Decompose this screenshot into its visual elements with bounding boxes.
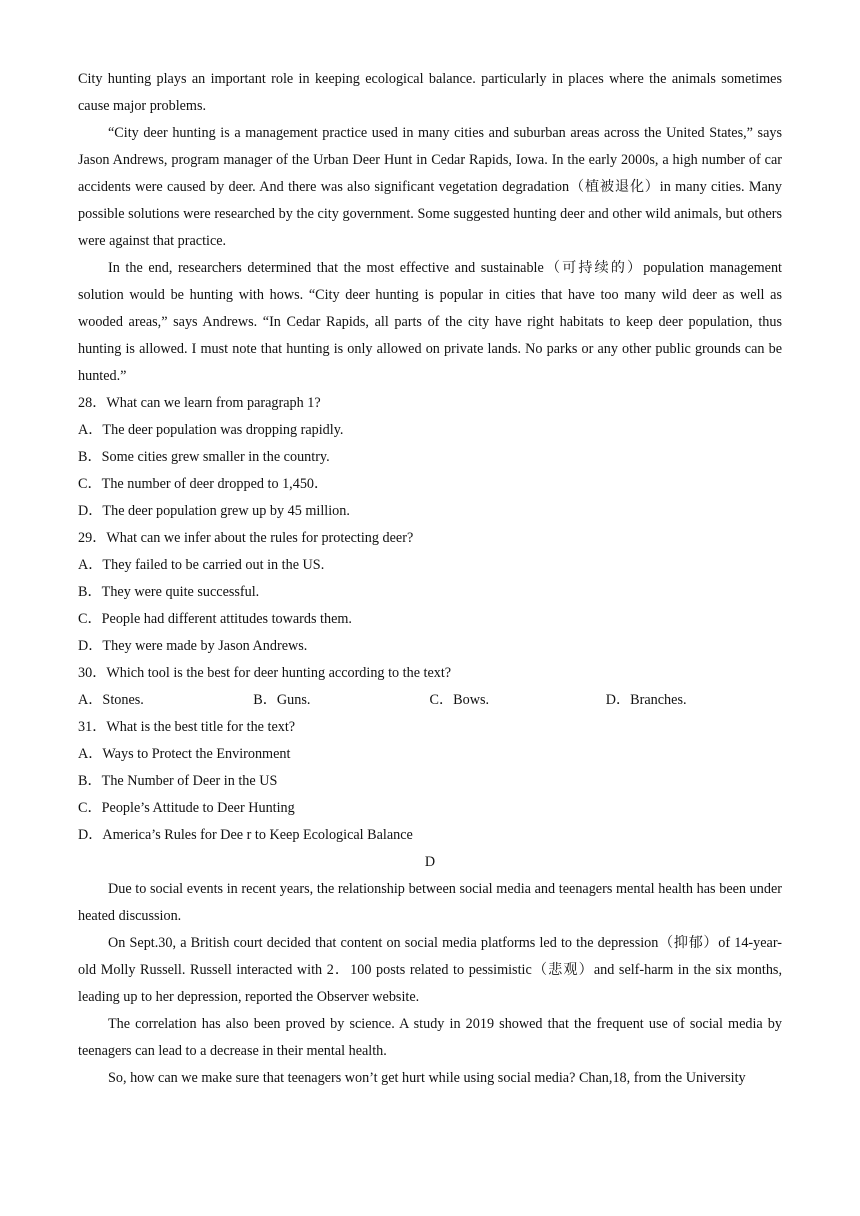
option-a: A．The deer population was dropping rapidly.: [78, 422, 344, 438]
option-d: D．America’s Rules for Dee r to Keep Ecological Balance: [78, 827, 413, 843]
option-b: B．They were quite successful.: [78, 584, 260, 600]
passage-paragraph: On Sept.30, a British court decided that content on social media platforms led to the depression（抑郁）of 14-year-old Molly Russell. Russell interacted with 2．100 posts related to pessimistic（悲观）and self-harm in the six months, leading up to her depression, reported the Observer website.: [78, 935, 782, 1005]
options-row: [78, 687, 782, 714]
option-c: C．The number of deer dropped to 1,450．: [78, 476, 329, 492]
option-b: B．The Number of Deer in the US: [78, 773, 278, 789]
option-d: D．They were made by Jason Andrews.: [78, 638, 308, 654]
question-31: [78, 714, 782, 849]
option-d: D．The deer population grew up by 45 million.: [78, 503, 350, 519]
passage-paragraph: In the end, researchers determined that the most effective and sustainable（可持续的）population management solution would be hunting with hows. “City deer hunting is popular in cities that have too many wild deer as well as wooded areas,” says Andrews. “In Cedar Rapids, all parts of the city have right habitats to keep deer population, thus hunting is allowed. I must note that hunting is only allowed on private lands. No parks or any other public grounds can be hunted.”: [78, 260, 782, 384]
option-a: A．Stones.: [78, 692, 144, 708]
passage-d: [78, 849, 782, 1092]
passage-c: [78, 66, 782, 390]
document-page: [78, 66, 782, 1092]
passage-paragraph: City hunting plays an important role in keeping ecological balance. particularly in places where the animals sometimes cause major problems.: [78, 71, 782, 114]
option-b: B．Guns.: [253, 692, 311, 708]
passage-paragraph: Due to social events in recent years, the relationship between social media and teenagers mental health has been under heated discussion.: [78, 881, 782, 924]
option-c: C．People had different attitudes towards them.: [78, 611, 352, 627]
question-stem: 30．Which tool is the best for deer hunting according to the text?: [78, 665, 452, 681]
option-c: C．Bows.: [429, 692, 490, 708]
question-stem: 29．What can we infer about the rules for protecting deer?: [78, 530, 414, 546]
passage-paragraph: The correlation has also been proved by science. A study in 2019 showed that the frequent use of social media by teenagers can lead to a decrease in their mental health.: [78, 1016, 782, 1059]
question-29: [78, 525, 782, 660]
question-28: [78, 390, 782, 525]
option-d: D．Branches.: [605, 692, 687, 708]
passage-paragraph: So, how can we make sure that teenagers won’t get hurt while using social media? Chan,18, from the University: [108, 1070, 746, 1086]
option-a: A．Ways to Protect the Environment: [78, 746, 291, 762]
question-30: [78, 660, 782, 714]
option-b: B．Some cities grew smaller in the country.: [78, 449, 330, 465]
option-a: A．They failed to be carried out in the US.: [78, 557, 325, 573]
question-stem: 28．What can we learn from paragraph 1?: [78, 395, 321, 411]
passage-paragraph: “City deer hunting is a management practice used in many cities and suburban areas across the United States,” says Jason Andrews, program manager of the Urban Deer Hunt in Cedar Rapids, Iowa. In the early 2000s, a high number of car accidents were caused by deer. And there was also significant vegetation degradation（植被退化）in many cities. Many possible solutions were researched by the city government. Some suggested hunting deer and other wild animals, but others were against that practice.: [78, 125, 782, 249]
section-heading: D: [424, 854, 436, 870]
question-stem: 31．What is the best title for the text?: [78, 719, 296, 735]
option-c: C．People’s Attitude to Deer Hunting: [78, 800, 295, 816]
